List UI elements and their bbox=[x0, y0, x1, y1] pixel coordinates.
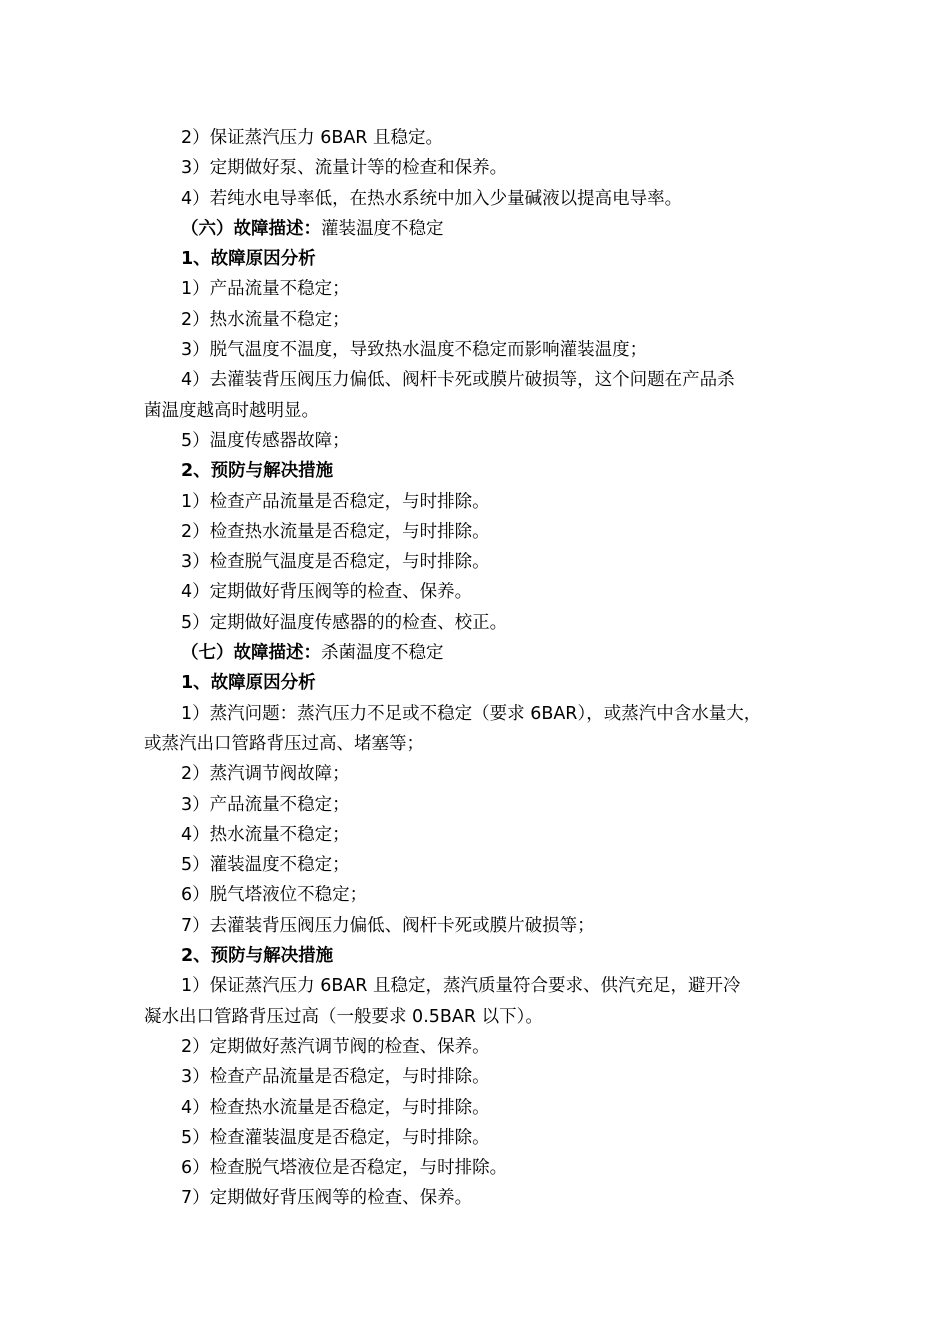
fault-label: （六）故障描述： bbox=[181, 218, 321, 239]
list-item: 2）检查热水流量是否稳定，与时排除。 bbox=[181, 521, 490, 542]
list-item: 4）去灌装背压阀压力偏低、阀杆卡死或膜片破损等，这个问题在产品杀 bbox=[181, 370, 735, 391]
list-item: 6）检查脱气塔液位是否稳定，与时排除。 bbox=[181, 1158, 508, 1179]
document-body bbox=[144, 123, 824, 1214]
fault-label: （七）故障描述： bbox=[181, 643, 321, 664]
list-item: 3）定期做好泵、流量计等的检查和保养。 bbox=[181, 158, 508, 179]
section-heading: 2、预防与解决措施 bbox=[181, 946, 334, 967]
list-item: 1）产品流量不稳定； bbox=[181, 279, 350, 300]
list-item: 5）检查灌装温度是否稳定，与时排除。 bbox=[181, 1127, 490, 1148]
list-item: 4）检查热水流量是否稳定，与时排除。 bbox=[181, 1097, 490, 1118]
paragraph-continuation: 或蒸汽出口管路背压过高、堵塞等； bbox=[144, 733, 424, 754]
section-heading: 2、预防与解决措施 bbox=[181, 461, 334, 482]
list-item: 2）保证蒸汽压力 6BAR 且稳定。 bbox=[181, 128, 444, 148]
list-item: 5）温度传感器故障； bbox=[181, 430, 350, 451]
list-item: 3）检查脱气温度是否稳定，与时排除。 bbox=[181, 552, 490, 573]
list-item: 5）定期做好温度传感器的的检查、校正。 bbox=[181, 612, 508, 633]
list-item: 4）定期做好背压阀等的检查、保养。 bbox=[181, 582, 473, 603]
list-item: 3）产品流量不稳定； bbox=[181, 794, 350, 815]
fault-description-line bbox=[144, 214, 824, 244]
list-item: 5）灌装温度不稳定； bbox=[181, 855, 350, 876]
section-heading: 1、故障原因分析 bbox=[181, 249, 316, 270]
fault-description-line bbox=[144, 638, 824, 668]
list-item: 1）蒸汽问题：蒸汽压力不足或不稳定（要求 6BAR），或蒸汽中含水量大， bbox=[181, 703, 762, 724]
list-item: 1）保证蒸汽压力 6BAR 且稳定，蒸汽质量符合要求、供汽充足，避开冷 bbox=[181, 976, 741, 997]
fault-text: 杀菌温度不稳定 bbox=[321, 643, 444, 664]
paragraph-continuation: 菌温度越高时越明显。 bbox=[144, 400, 319, 421]
list-item: 3）脱气温度不温度，导致热水温度不稳定而影响灌装温度； bbox=[181, 340, 648, 361]
list-item: 1）检查产品流量是否稳定，与时排除。 bbox=[181, 491, 490, 512]
paragraph-continuation: 凝水出口管路背压过高（一般要求 0.5BAR 以下）。 bbox=[144, 1006, 543, 1027]
list-item: 7）去灌装背压阀压力偏低、阀杆卡死或膜片破损等； bbox=[181, 915, 595, 936]
fault-text: 灌装温度不稳定 bbox=[321, 218, 444, 239]
list-item: 2）蒸汽调节阀故障； bbox=[181, 764, 350, 785]
list-item: 7）定期做好背压阀等的检查、保养。 bbox=[181, 1188, 473, 1209]
list-item: 3）检查产品流量是否稳定，与时排除。 bbox=[181, 1067, 490, 1088]
list-item: 2）热水流量不稳定； bbox=[181, 309, 350, 330]
list-item: 2）定期做好蒸汽调节阀的检查、保养。 bbox=[181, 1036, 490, 1057]
list-item: 4）热水流量不稳定； bbox=[181, 824, 350, 845]
list-item: 4）若纯水电导率低，在热水系统中加入少量碱液以提高电导率。 bbox=[181, 188, 683, 209]
section-heading: 1、故障原因分析 bbox=[181, 673, 316, 694]
list-item: 6）脱气塔液位不稳定； bbox=[181, 885, 368, 906]
